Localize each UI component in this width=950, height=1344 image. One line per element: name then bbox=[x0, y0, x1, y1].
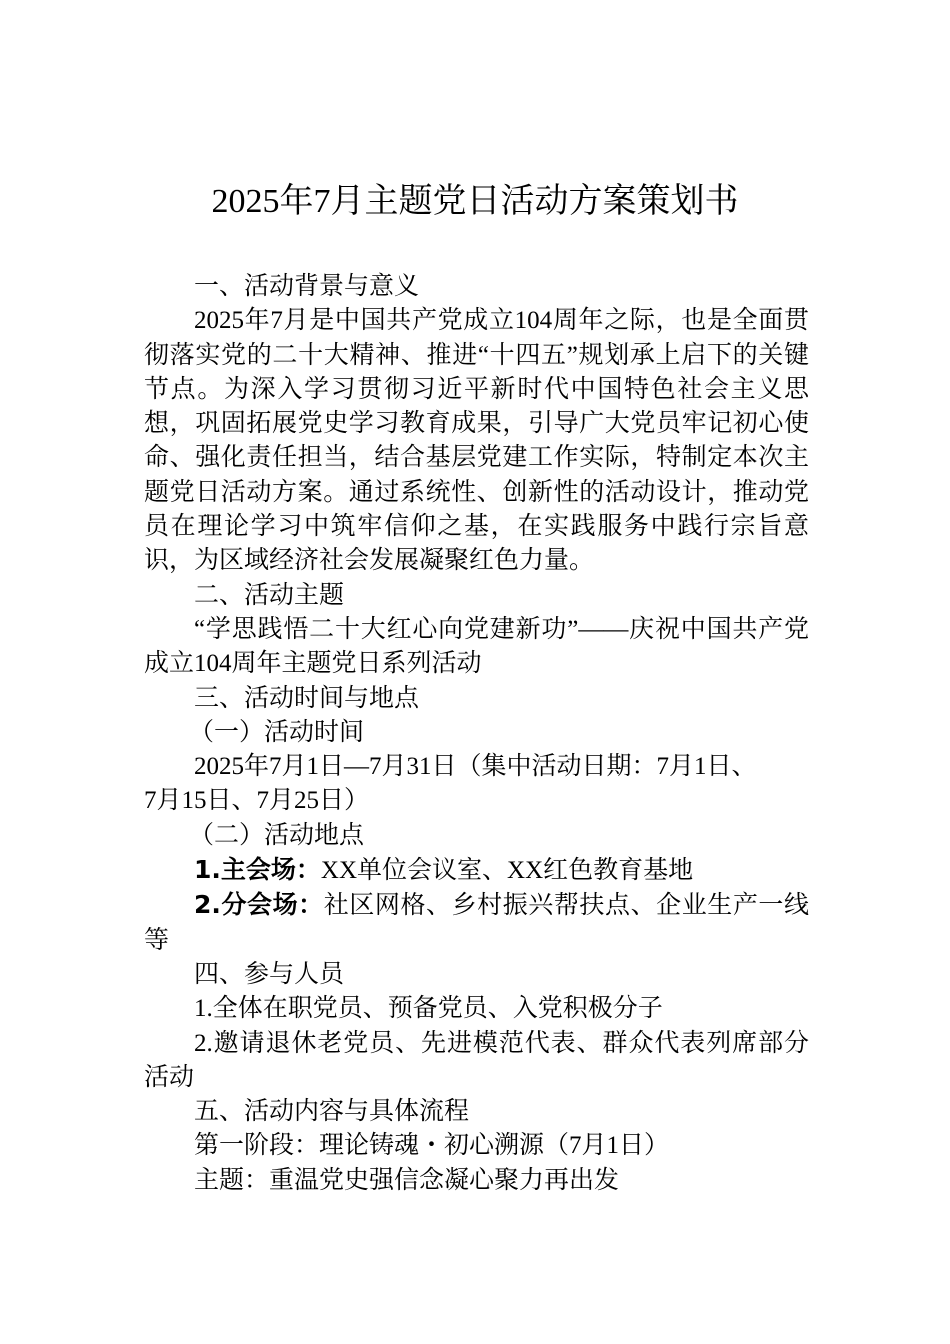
venue-main-text: XX单位会议室、XX红色教育基地 bbox=[320, 857, 694, 885]
subheading-time: （一）活动时间 bbox=[189, 718, 365, 746]
participants-item-1: 1.全体在职党员、预备党员、入党积极分子 bbox=[194, 995, 663, 1023]
phase-1-theme: 主题：重温党史强信念凝心聚力再出发 bbox=[194, 1166, 620, 1194]
section-heading-background: 一、活动背景与意义 bbox=[194, 273, 420, 300]
document-body bbox=[144, 270, 809, 1198]
subheading-location: （二）活动地点 bbox=[189, 821, 365, 849]
venue-branch-text: 社区网格、乡村振兴帮扶点、企业生产一线等 bbox=[144, 892, 809, 954]
venue-main-label: 1.主会场： bbox=[194, 855, 321, 885]
venue-branch bbox=[144, 888, 809, 958]
document-title: 2025年7月主题党日活动方案策划书 bbox=[211, 183, 739, 220]
time-line-1: 2025年7月1日—7月31日（集中活动日期：7月1日、 bbox=[194, 753, 757, 781]
participants-item-2: 2.邀请退休老党员、先进模范代表、群众代表列席部分活动 bbox=[144, 1029, 809, 1091]
section-heading-time-location: 三、活动时间与地点 bbox=[194, 684, 420, 712]
time-line-2: 7月15日、7月25日） bbox=[144, 787, 370, 815]
paragraph-theme: “学思践悟二十大红心向党建新功”——庆祝中国共产党成立104周年主题党日系列活动 bbox=[144, 615, 809, 678]
venue-branch-label: 2.分会场： bbox=[194, 890, 324, 920]
paragraph-background: 2025年7月是中国共产党成立104周年之际，也是全面贯彻落实党的二十大精神、推进“十四五”规划承上启下的关键节点。为深入学习贯彻习近平新时代中国特色社会主义思想，巩固拓展党史学习教育成果，引导广大党员牢记初心使命、强化责任担当，结合基层党建工作实际，特制定本次主题党日活动方案。通过系统性、创新性的活动设计，推动党员在理论学习中筑牢信仰之基，在实践服务中践行宗旨意识，为区域经济社会发展凝聚红色力量。 bbox=[144, 307, 809, 575]
venue-main bbox=[144, 853, 809, 888]
section-heading-theme: 二、活动主题 bbox=[194, 581, 345, 609]
phase-1-heading: 第一阶段：理论铸魂・初心溯源（7月1日） bbox=[194, 1132, 670, 1160]
section-heading-participants: 四、参与人员 bbox=[194, 960, 345, 988]
section-heading-content-process: 五、活动内容与具体流程 bbox=[194, 1098, 470, 1126]
